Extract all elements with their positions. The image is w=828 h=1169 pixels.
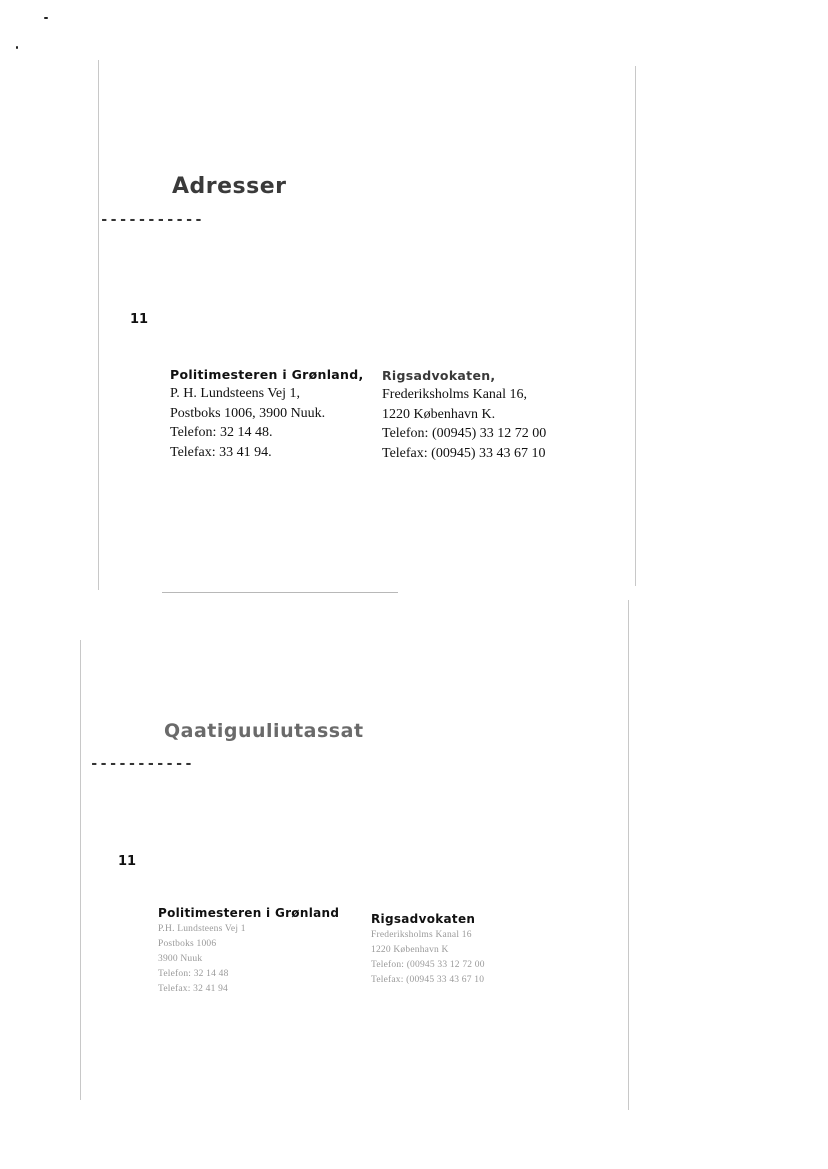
phone-line: Telefon: (00945) 33 12 72 00 — [382, 426, 547, 441]
address-police-block — [170, 367, 364, 462]
page-edge-left — [98, 60, 99, 590]
address-police-title: Politimesteren i Grønland — [158, 906, 340, 920]
page-title: Adresser — [172, 174, 287, 199]
page-separator-line — [162, 592, 398, 593]
address-line: 1220 København K. — [382, 406, 496, 422]
fax-line: Telefax: 32 41 94 — [158, 984, 229, 994]
page-edge-right — [635, 66, 636, 586]
address-prosecutor-block — [371, 912, 485, 988]
address-police-title: Politimesteren i Grønland, — [170, 367, 364, 382]
fax-line: Telefax: (00945) 33 43 67 10 — [382, 445, 546, 461]
page-number: 11 — [118, 854, 137, 869]
page-edge-right-lower — [628, 600, 629, 1110]
address-line: P.H. Lundsteens Vej 1 — [158, 924, 246, 934]
address-line: Postboks 1006, 3900 Nuuk. — [170, 405, 326, 421]
address-prosecutor-block — [382, 368, 546, 463]
address-prosecutor-title: Rigsadvokaten — [371, 912, 476, 926]
address-prosecutor-title: Rigsadvokaten, — [382, 368, 496, 383]
heading-divider: ----------- — [100, 212, 204, 228]
scan-speck — [44, 17, 48, 19]
address-line: Frederiksholms Kanal 16, — [382, 387, 528, 402]
fax-line: Telefax: 33 41 94. — [170, 444, 272, 460]
address-line: 3900 Nuuk — [158, 954, 203, 964]
page-edge-left-lower — [80, 640, 81, 1100]
page-title-greenlandic: Qaatiguuliutassat — [164, 720, 364, 742]
address-police-block — [158, 906, 339, 997]
address-line: P. H. Lundsteens Vej 1, — [170, 386, 301, 401]
fax-line: Telefax: (00945 33 43 67 10 — [371, 975, 485, 985]
phone-line: Telefon: 32 14 48. — [170, 425, 273, 440]
phone-line: Telefon: 32 14 48 — [158, 969, 229, 979]
address-line: 1220 København K — [371, 945, 449, 955]
phone-line: Telefon: (00945 33 12 72 00 — [371, 960, 485, 970]
address-line: Frederiksholms Kanal 16 — [371, 930, 472, 940]
address-line: Postboks 1006 — [158, 939, 217, 949]
page-number: 11 — [130, 312, 149, 327]
heading-divider: ----------- — [90, 756, 194, 772]
scan-speck — [16, 46, 18, 49]
